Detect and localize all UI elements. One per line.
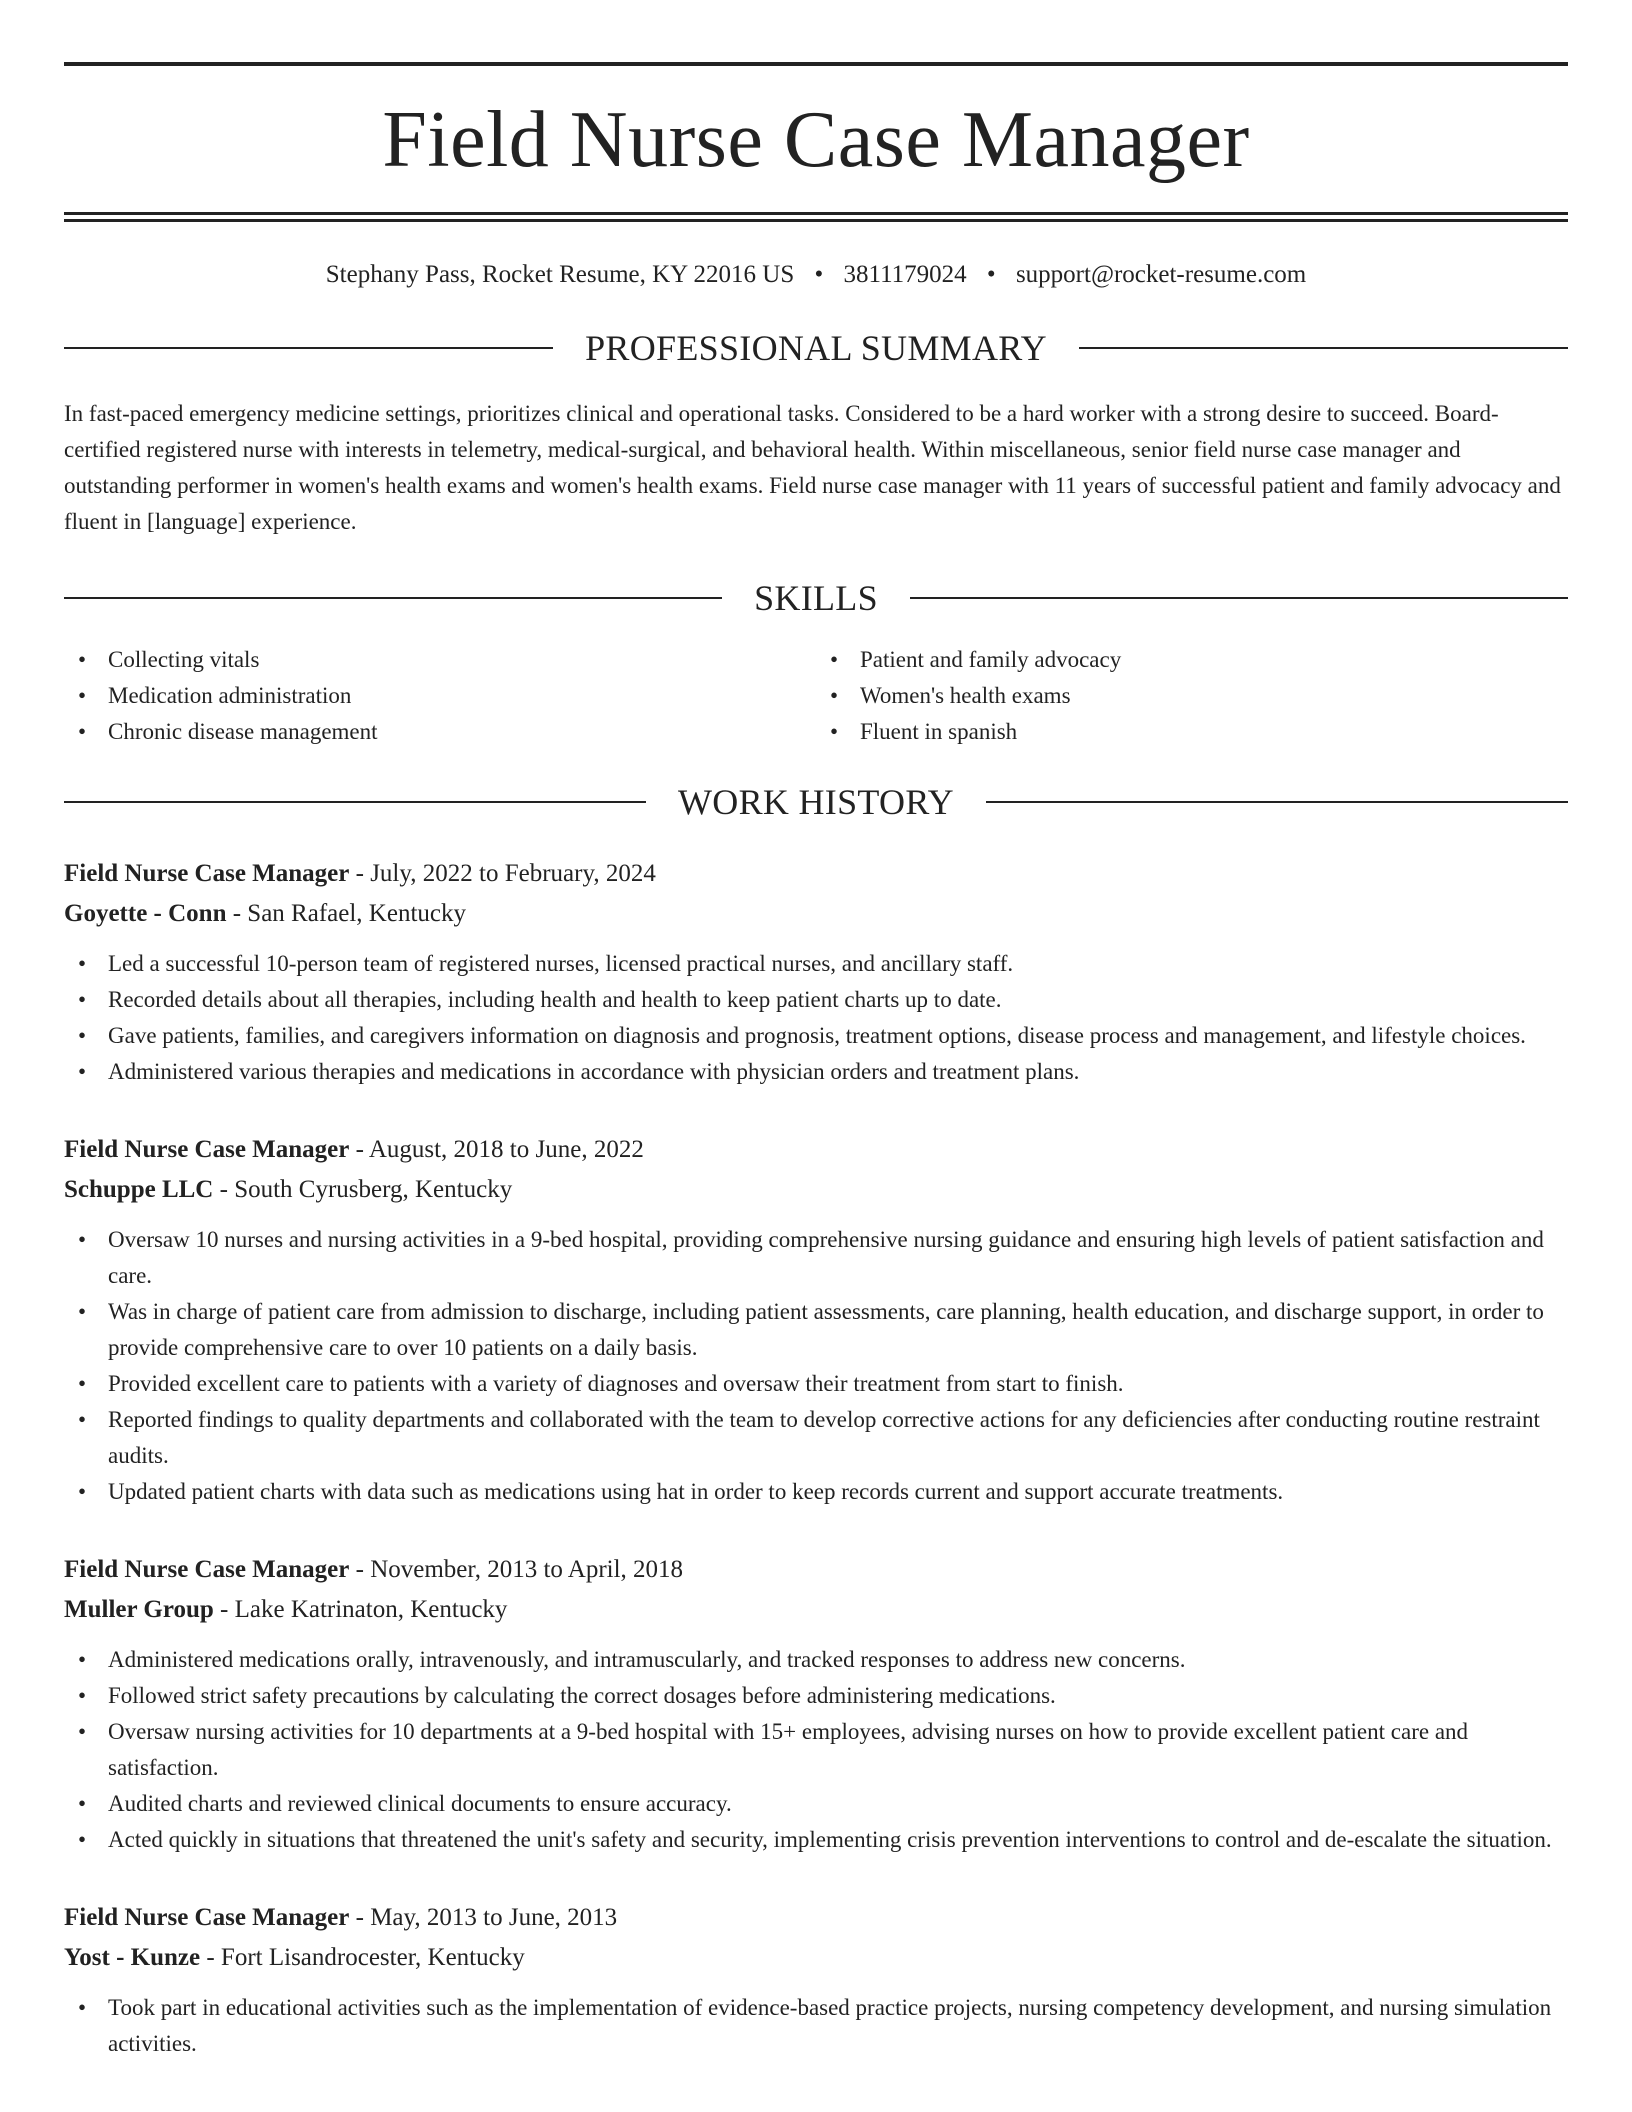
- job-title: Field Nurse Case Manager: [64, 1904, 350, 1931]
- job-bullet: • Audited charts and reviewed clinical documents to ensure accuracy.: [64, 1786, 1568, 1822]
- top-rule: [64, 62, 1568, 66]
- job-company-line: [64, 1170, 1568, 1210]
- double-rule: [64, 212, 1568, 222]
- job-entry: [64, 1130, 1568, 1510]
- job-bullet: • Reported findings to quality departments and collaborated with the team to develop corrective actions for any deficiencies after conducting routine restraint audits.: [64, 1402, 1568, 1474]
- job-bullet: • Led a successful 10-person team of registered nurses, licensed practical nurses, and ancillary staff.: [64, 946, 1568, 982]
- summary-heading-row: [64, 330, 1568, 366]
- job-bullets: [64, 1642, 1568, 1858]
- job-company-line: [64, 894, 1568, 934]
- job-title: Field Nurse Case Manager: [64, 860, 350, 887]
- work-heading-row: [64, 784, 1568, 820]
- job-dates: - July, 2022 to February, 2024: [349, 860, 656, 887]
- skill-item: • Women's health exams: [816, 678, 1568, 714]
- job-title-line: [64, 854, 1568, 894]
- job-bullets: [64, 946, 1568, 1090]
- contact-phone: 3811179024: [843, 261, 967, 288]
- job-bullet: • Administered medications orally, intravenously, and intramuscularly, and tracked responses to address new concerns.: [64, 1642, 1568, 1678]
- heading-rule: [64, 347, 553, 349]
- job-bullet: • Oversaw 10 nurses and nursing activities in a 9-bed hospital, providing comprehensive nursing guidance and ensuring high levels of patient satisfaction and care.: [64, 1222, 1568, 1294]
- job-entry: [64, 1550, 1568, 1858]
- job-bullet: • Took part in educational activities such as the implementation of evidence-based practice projects, nursing competency development, and nursing simulation activities.: [64, 1990, 1568, 2062]
- job-bullet: • Updated patient charts with data such as medications using hat in order to keep records current and support accurate treatments.: [64, 1474, 1568, 1510]
- job-bullet: • Was in charge of patient care from admission to discharge, including patient assessments, care planning, health education, and discharge support, in order to provide comprehensive care to over 10 patients on a daily basis.: [64, 1294, 1568, 1366]
- job-bullets: [64, 1222, 1568, 1510]
- job-bullet: • Administered various therapies and medications in accordance with physician orders and treatment plans.: [64, 1054, 1568, 1090]
- job-entry: [64, 1898, 1568, 2062]
- job-company: Muller Group: [64, 1596, 214, 1623]
- job-bullet: • Gave patients, families, and caregivers information on diagnosis and prognosis, treatment options, disease process and management, and lifestyle choices.: [64, 1018, 1568, 1054]
- page-title: Field Nurse Case Manager: [382, 96, 1250, 184]
- job-company-line: [64, 1590, 1568, 1630]
- job-company: Schuppe LLC: [64, 1176, 214, 1203]
- skill-item: • Patient and family advocacy: [816, 642, 1568, 678]
- summary-heading: PROFESSIONAL SUMMARY: [585, 328, 1047, 368]
- job-location: - South Cyrusberg, Kentucky: [213, 1176, 513, 1203]
- job-bullet: • Provided excellent care to patients with a variety of diagnoses and oversaw their treatment from start to finish.: [64, 1366, 1568, 1402]
- skill-item: • Collecting vitals: [64, 642, 816, 678]
- heading-rule: [986, 801, 1568, 803]
- skill-item: • Fluent in spanish: [816, 714, 1568, 750]
- heading-rule: [64, 597, 722, 599]
- contact-email: support@rocket-resume.com: [1015, 261, 1307, 288]
- summary-text: In fast-paced emergency medicine settings, prioritizes clinical and operational tasks. Considered to be a hard worker with a strong desire to succeed. Board-certified registered nurse with interests in telemetry, medical-surgical, and behavioral health. Within miscellaneous, senior field nurse case manager and outstanding performer in women's health exams and women's health exams. Field nurse case manager with 11 years of successful patient and family advocacy and fluent in [language] experience.: [64, 401, 1561, 534]
- skill-item: • Medication administration: [64, 678, 816, 714]
- skills-column-right: [816, 642, 1568, 750]
- job-company: Goyette - Conn: [64, 900, 227, 927]
- contact-separator: •: [986, 261, 996, 288]
- heading-rule: [1079, 347, 1568, 349]
- job-dates: - August, 2018 to June, 2022: [349, 1136, 644, 1163]
- job-location: - Fort Lisandrocester, Kentucky: [200, 1944, 525, 1971]
- job-title-line: [64, 1550, 1568, 1590]
- job-title: Field Nurse Case Manager: [64, 1136, 350, 1163]
- skills-heading: SKILLS: [754, 578, 878, 618]
- job-location: - Lake Katrinaton, Kentucky: [213, 1596, 508, 1623]
- job-bullet: • Recorded details about all therapies, including health and health to keep patient charts up to date.: [64, 982, 1568, 1018]
- job-dates: - November, 2013 to April, 2018: [349, 1556, 684, 1583]
- work-heading: WORK HISTORY: [678, 782, 954, 822]
- contact-separator: •: [814, 261, 824, 288]
- job-title: Field Nurse Case Manager: [64, 1556, 350, 1583]
- job-bullet: • Acted quickly in situations that threatened the unit's safety and security, implementing crisis prevention interventions to control and de-escalate the situation.: [64, 1822, 1568, 1858]
- job-company: Yost - Kunze: [64, 1944, 201, 1971]
- job-title-line: [64, 1130, 1568, 1170]
- skill-item: • Chronic disease management: [64, 714, 816, 750]
- job-bullet: • Followed strict safety precautions by calculating the correct dosages before administering medications.: [64, 1678, 1568, 1714]
- skills-list: [64, 642, 1568, 750]
- job-entry: [64, 854, 1568, 1090]
- heading-rule: [910, 597, 1568, 599]
- job-company-line: [64, 1938, 1568, 1978]
- skills-heading-row: [64, 580, 1568, 616]
- skills-column-left: [64, 642, 816, 750]
- contact-line: [64, 260, 1568, 290]
- job-title-line: [64, 1898, 1568, 1938]
- heading-rule: [64, 801, 646, 803]
- job-dates: - May, 2013 to June, 2013: [349, 1904, 618, 1931]
- job-location: - San Rafael, Kentucky: [226, 900, 466, 927]
- job-bullet: • Oversaw nursing activities for 10 departments at a 9-bed hospital with 15+ employees, advising nurses on how to provide excellent patient care and satisfaction.: [64, 1714, 1568, 1786]
- contact-address: Stephany Pass, Rocket Resume, KY 22016 US: [325, 261, 795, 288]
- job-bullets: [64, 1990, 1568, 2062]
